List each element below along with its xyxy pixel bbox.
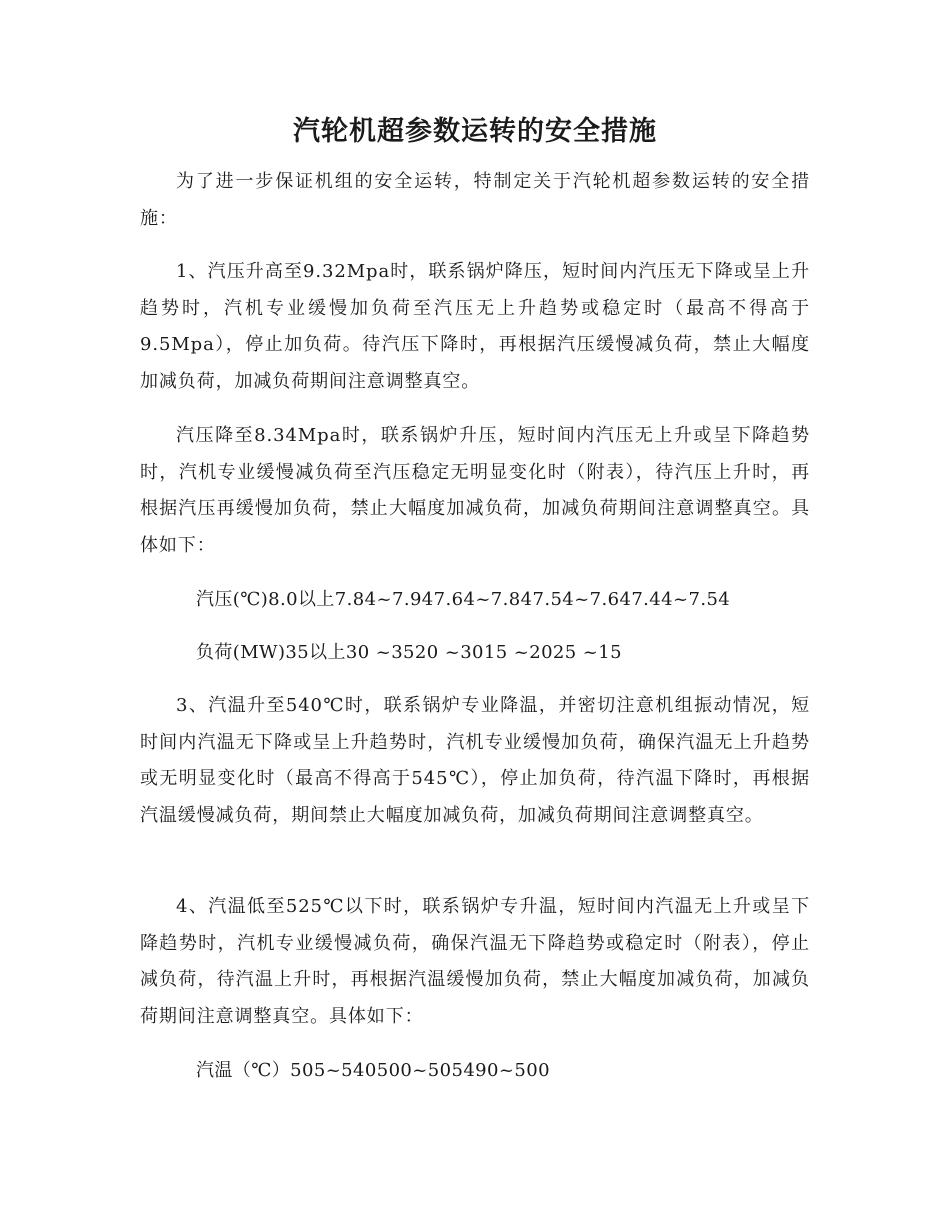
pressure-table-line: 汽压(℃)8.0以上7.84~7.947.64~7.847.54~7.647.44~7.54: [196, 589, 731, 610]
load-table-line: 负荷(MW)35以上30 ~3520 ~3015 ~2025 ~15: [196, 642, 622, 663]
paragraph-temperature-low: 4、汽温低至525℃以下时，联系锅炉专升温，短时间内汽温无上升或呈下降趋势时，汽机专业缓慢减负荷，确保汽温无下降趋势或稳定时（附表），停止减负荷，待汽温上升时，再根据汽温缓慢加负荷，禁止大幅度加减负荷，加减负荷期间注意调整真空。具体如下：: [140, 896, 810, 1027]
paragraph-pressure-low: 汽压降至8.34Mpa时，联系锅炉升压，短时间内汽压无上升或呈下降趋势时，汽机专业缓慢减负荷至汽压稳定无明显变化时（附表），待汽压上升时，再根据汽压再缓慢加负荷，禁止大幅度加减负荷，加减负荷期间注意调整真空。具体如下：: [140, 425, 810, 556]
document-title: 汽轮机超参数运转的安全措施: [293, 116, 657, 147]
paragraph-temperature-high: 3、汽温升至540℃时，联系锅炉专业降温，并密切注意机组振动情况，短时间内汽温无下降或呈上升趋势时，汽机专业缓慢加负荷，确保汽温无上升趋势或无明显变化时（最高不得高于545℃），停止加负荷，待汽温下降时，再根据汽温缓慢减负荷，期间禁止大幅度加减负荷，加减负荷期间注意调整真空。: [140, 695, 810, 826]
intro-paragraph: 为了进一步保证机组的安全运转，特制定关于汽轮机超参数运转的安全措施：: [140, 171, 810, 229]
paragraph-pressure-high: 1、汽压升高至9.32Mpa时，联系锅炉降压，短时间内汽压无下降或呈上升趋势时，汽机专业缓慢加负荷至汽压无上升趋势或稳定时（最高不得高于9.5Mpa），停止加负荷。待汽压下降时，再根据汽压缓慢减负荷，禁止大幅度加减负荷，加减负荷期间注意调整真空。: [140, 261, 810, 392]
temperature-table-line: 汽温（℃）505~540500~505490~500: [196, 1060, 550, 1081]
